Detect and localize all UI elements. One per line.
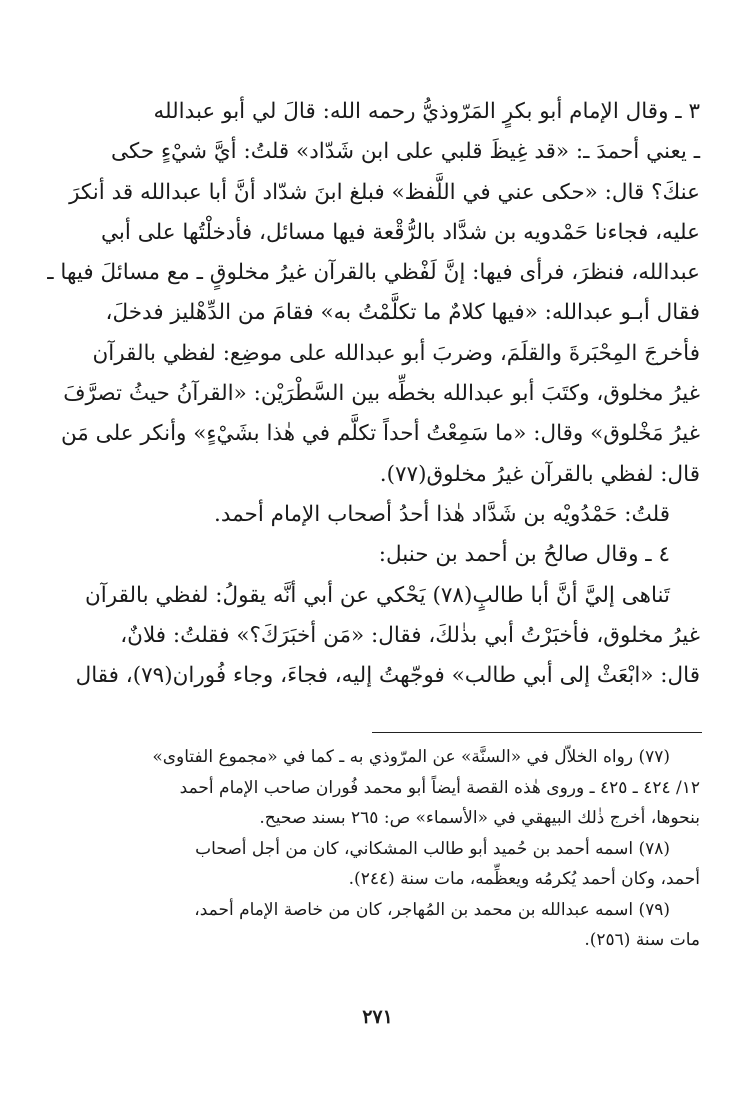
text-line: فقال أبـو عبدالله: «فيها كلامٌ ما تكلَّمْتُ به» فقامَ من الدِّهْليز فدخلَ، xyxy=(105,300,700,326)
footnote-line: مات سنة (٢٥٦). xyxy=(584,930,700,950)
main-text xyxy=(47,92,700,696)
text-line: غيرُ مَخْلوق» وقال: «ما سَمِعْتُ أحداً تكلَّم في هٰذا بشَيْءٍ» وأنكر على مَن xyxy=(60,421,700,447)
text-line: عبدالله، فنظرَ، فرأى فيها: إنَّ لَفْظي بالقرآن غيرُ مخلوقٍ ـ مع مسائلَ فيها ـ xyxy=(47,260,700,286)
text-line: قلتُ: حَمْدُويْه بن شَدَّاد هٰذا أحدُ أصحاب الإمام أحمد. xyxy=(214,501,670,527)
footnote-line: (٧٩) اسمه عبدالله بن محمد بن المُهاجر، كان من خاصة الإمام أحمد، xyxy=(194,899,670,920)
footnote-line: (٧٧) رواه الخلاّل في «السنَّة» عن المرّوذي به ـ كما في «مجموع الفتاوى» xyxy=(152,747,670,767)
text-line: ٣ ـ وقال الإمام أبو بكرٍ المَرّوذيُّ رحمه الله: قالَ لي أبو عبدالله xyxy=(153,99,700,124)
footnote-line: ١٢/ ٤٢٤ ـ ٤٢٥ ـ وروى هٰذه القصة أيضاً أبو محمد فُوران صاحب الإمام أحمد xyxy=(179,777,700,798)
text-line: عنكَ؟ قال: «حكى عني في اللَّفظ» فبلغ ابنَ شدّاد أنَّ أبا عبدالله قد أنكرَ xyxy=(69,179,700,205)
footnote-line: (٧٨) اسمه أحمد بن حُميد أبو طالب المشكاني، كان من أجل أصحاب xyxy=(195,838,670,859)
text-line: قال: لفظي بالقرآن غيرُ مخلوق(٧٧). xyxy=(379,461,700,487)
text-line: ـ يعني أحمدَ ـ: «قد غِيظَ قلبي على ابن شَدّاد» قلتُ: أيَّ شيْءٍ حكى xyxy=(111,139,700,165)
text-line: فأخرجَ المِحْبَرةَ والقلَمَ، وضربَ أبو عبدالله على موضِع: لفظي بالقرآن xyxy=(92,340,700,366)
footnote-separator xyxy=(372,732,702,733)
text-line: غيرُ مخلوق، فأخبَرْتُ أبي بذٰلكَ، فقال: «مَن أخبَرَكَ؟» فقلتُ: فلانٌ، xyxy=(120,622,700,648)
text-line: تَناهى إليَّ أنَّ أبا طالبٍ(٧٨) يَحْكي عن أبي أنَّه يقولُ: لفظي بالقرآن xyxy=(85,582,670,608)
text-line: غيرُ مخلوق، وكتَبَ أبو عبدالله بخطِّه بين السَّطْرَيْن: «القرآنُ حيثُ تصرَّفَ xyxy=(63,381,700,407)
page-number: ٢٧١ xyxy=(362,1006,393,1028)
text-line: عليه، فجاءنا حَمْدويه بن شدَّاد بالرُّقْعة فيها مسائل، فأدخلْتُها على أبي xyxy=(101,219,700,245)
footnotes xyxy=(88,742,700,956)
footnote-line: أحمد، وكان أحمد يُكرمُه ويعظِّمه، مات سنة (٢٤٤). xyxy=(348,869,700,889)
text-line: قال: «ابْعَثْ إلى أبي طالب» فوجّهتُ إليه، فجاءَ، وجاء فُوران(٧٩)، فقال xyxy=(75,663,700,689)
text-line: ٤ ـ وقال صالحُ بن أحمد بن حنبل: xyxy=(378,542,670,568)
footnote-line: بنحوها، أخرج ذٰلك البيهقي في «الأسماء» ص: ٢٦٥ بسند صحيح. xyxy=(259,808,700,828)
